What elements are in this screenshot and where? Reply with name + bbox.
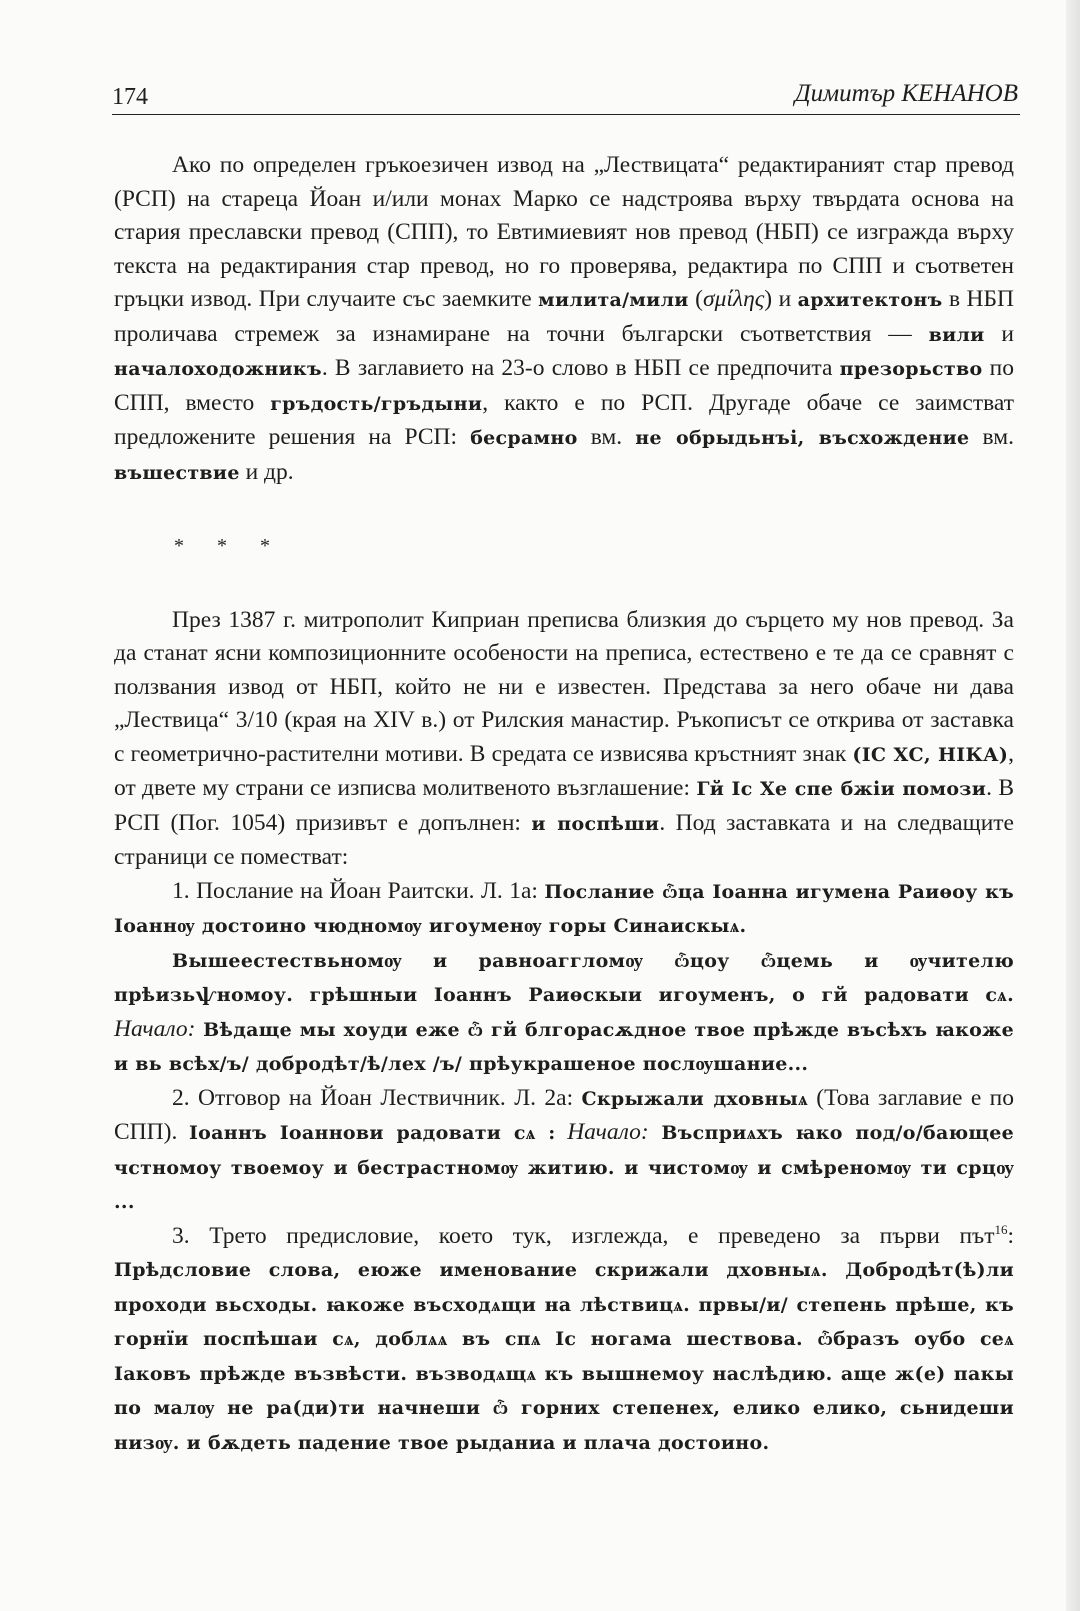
church-slavonic-term: вили: [928, 323, 985, 346]
church-slavonic-term: презорьство: [839, 358, 983, 380]
list-item-3: [114, 1220, 1014, 1461]
running-head: Димитър КЕНАНОВ: [794, 80, 1018, 107]
church-slavonic-term: Гй Iс Хе спе бжiи помози: [696, 778, 987, 800]
church-slavonic-term: архитектонъ: [797, 289, 943, 311]
page-edge-shadow: [1066, 0, 1080, 1611]
list-item-1: [114, 875, 1014, 944]
church-slavonic-term: началоходожникъ: [114, 358, 322, 380]
incipit-label: Начало:: [114, 1015, 196, 1042]
church-slavonic-term: гръдость/гръдыни: [270, 392, 483, 415]
text: . В РСП (Пог. 1054) призивът е допълнен:: [114, 775, 1014, 836]
text: в НБП проличава стремеж за изнамиране на точни български съответствия —: [114, 286, 1014, 347]
church-slavonic-quote: Прѣдсловие слова, еюже именование скрижали дховныѧ. Добродѣт(ѣ)ли проходи вьсходы. ꙗкоже въсходѧщи на лѣствицѧ. првы/и/ степень прѣше, къ горнїи поспѣшаи сѧ, доблѧѧ въ спѧ Iс ногама шествова. ѽбразъ оубо сеѧ Iаковъ прѣжде възвѣсти. възводѧщѧ къ вышнемоу наслѣдию. аще ж(е) пакы по малѹ не ра(ди)ти начнеши ѽ горних степенех, елико елико, сьнидеши низѹ. и бѫдеть падение твое рыданиа и плача достоино.: [114, 1259, 1014, 1454]
text: 3. Трето предисловие, което тук, изглежда, е преведено за първи път: [172, 1222, 995, 1249]
text: (: [688, 286, 703, 312]
list-item-1-quote: [114, 944, 1014, 1082]
greek-term: σμίλης: [702, 286, 765, 312]
paragraph-2: [114, 604, 1014, 875]
text: вм.: [969, 424, 1014, 450]
text: ) и: [764, 286, 798, 312]
page-header: [112, 80, 1020, 115]
text: и др.: [239, 458, 294, 485]
text: Ако по определен гръкоезичен извод на „Лествицата“ редактираният стар превод (РСП) на стареца Йоан и/или монах Марко се надстроява върху твърдата основа на стария преславски превод (СПП), то Евтимиевият нов превод (НБП) се изгражда върху текста на редактирания стар превод, но го проверява, редактира по СПП и съответен гръцки извод. При случаите със заемките: [114, 152, 1014, 312]
text: и: [984, 320, 1015, 347]
text: , от двете му страни се изписва молитвеното възглашение:: [114, 740, 1014, 801]
church-slavonic-term: Скрыжали дховныѧ: [581, 1087, 808, 1110]
list-item-2: [114, 1082, 1014, 1220]
church-slavonic-term: въшествие: [114, 461, 240, 484]
church-slavonic-quote: Вышеестествьномѹ и равноаггломѹ ѽцоу ѽцемь и ѹчителю прѣизьѱномоу. грѣшныи Iоаннъ Раиѳскыи игоуменъ, о гй радовати сѧ.: [114, 949, 1014, 1006]
page-body: [114, 149, 1014, 1460]
text: , както е по РСП. Другаде обаче се заимстват предложените решения на РСП:: [114, 389, 1014, 450]
text: вм.: [577, 424, 636, 450]
text: През 1387 г. митрополит Киприан преписва близкия до сърцето му нов превод. За да станат ясни композиционните особености на преписа, естествено е те да се сравнят с ползвания извод от НБП, който не ни е известен. Представа за него обаче ни дава „Лествица“ 3/10 (края на XIV в.) от Рилския манастир. Ръкописът се открива от заставка с геометрично-растителни мотиви. В средата се извисява кръстният знак: [114, 606, 1014, 767]
text: . Под заставката и на следващите страници се поместват:: [114, 809, 1014, 870]
text: 2. Отговор на Йоан Лествичник. Л. 2а:: [172, 1084, 582, 1111]
church-slavonic-quote: Послание ѽца Iоанна игумена Раиѳоу къ Iоаннѹ достоино чюдномѹ игоуменѹ горы Синаискыѧ.: [114, 880, 1014, 937]
church-slavonic-term: не обрыдьнъі, въсхождение: [635, 427, 970, 449]
text: 1. Послание на Йоан Раитски. Л. 1а:: [172, 877, 545, 904]
church-slavonic-term: (IС XС, НIКА): [852, 743, 1009, 766]
church-slavonic-quote: Въсприѧхъ ꙗко под/о/бающее чстномоу твоемоу и бестрастномѹ житию. и чистомѹ и смѣреномѹ ти срцѹ ...: [114, 1122, 1014, 1213]
text: (Това заглавие е по СПП).: [114, 1084, 1014, 1145]
text: :: [1007, 1222, 1014, 1249]
incipit-label: Начало:: [555, 1119, 649, 1145]
church-slavonic-term: милита/мили: [538, 289, 689, 311]
church-slavonic-quote: Iоаннъ Iоаннови радовати сѧ :: [188, 1122, 556, 1144]
text: по СПП, вместо: [114, 355, 1014, 416]
church-slavonic-term: бесрамно: [470, 427, 578, 449]
church-slavonic-term: и поспѣши: [531, 812, 660, 835]
text: . В заглавието на 23-о слово в НБП се предпочита: [321, 355, 840, 381]
footnote-marker: 16: [994, 1221, 1008, 1237]
church-slavonic-quote: Вѣдаще мы хоуди еже ѽ гй блгорасѫдное твое прѣжде въсѣхъ ꙗкоже и вь всѣх/ъ/ добродѣт/ѣ/лех /ъ/ прѣукрашеное послѹшание...: [114, 1018, 1014, 1075]
section-separator: * * *: [174, 535, 284, 557]
page-number: 174: [112, 84, 148, 110]
paragraph-1: [114, 149, 1014, 490]
